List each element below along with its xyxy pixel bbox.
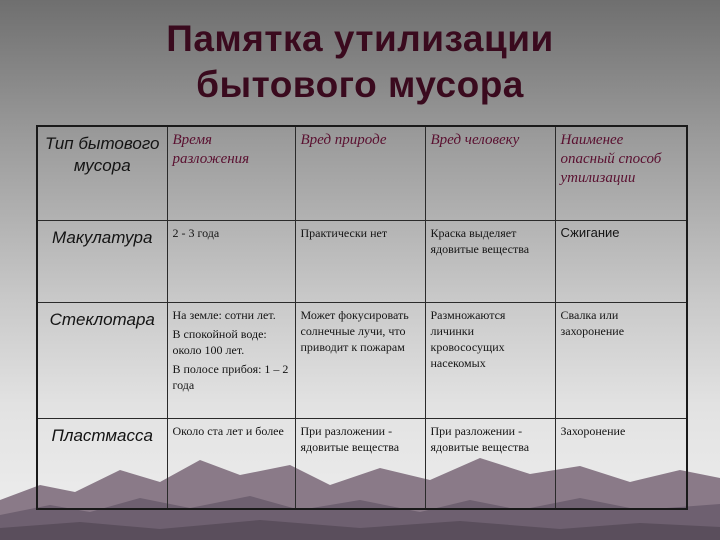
row-type: Пластмасса	[37, 418, 167, 509]
row-type: Макулатура	[37, 220, 167, 302]
table-row	[37, 302, 687, 418]
title-line-1: Памятка утилизации	[166, 18, 554, 59]
row-disposal: Захоронение	[555, 418, 687, 509]
decomposition-line: 2 - 3 года	[172, 225, 220, 240]
row-disposal: Свалка или захоронение	[555, 302, 687, 418]
table-header-row	[37, 126, 687, 220]
table-row	[37, 220, 687, 302]
header-human-harm: Вред человеку	[425, 126, 555, 220]
row-disposal: Сжигание	[555, 220, 687, 302]
row-nature-harm: При разложении - ядовитые вещества	[295, 418, 425, 509]
row-human-harm: При разложении - ядовитые вещества	[425, 418, 555, 509]
row-decomposition	[167, 220, 295, 302]
row-nature-harm: Практически нет	[295, 220, 425, 302]
header-disposal: Наименее опасный способ утилизации	[555, 126, 687, 220]
row-human-harm: Краска выделяет ядовитые вещества	[425, 220, 555, 302]
decomposition-line: В полосе прибоя: 1 – 2 года	[172, 361, 289, 392]
page-title	[120, 16, 600, 108]
row-decomposition	[167, 302, 295, 418]
decomposition-line: Около ста лет и более	[172, 423, 284, 438]
decomposition-line: В спокойной воде: около 100 лет.	[172, 326, 267, 357]
header-nature-harm: Вред природе	[295, 126, 425, 220]
table-row	[37, 418, 687, 509]
row-decomposition	[167, 418, 295, 509]
header-decomposition: Время разложения	[167, 126, 295, 220]
header-type: Тип бытового мусора	[37, 126, 167, 220]
row-type: Стеклотара	[37, 302, 167, 418]
row-nature-harm: Может фокусировать солнечные лучи, что приводит к пожарам	[295, 302, 425, 418]
decomposition-line: На земле: сотни лет.	[172, 307, 276, 322]
row-human-harm: Размножаются личинки кровососущих насекомых	[425, 302, 555, 418]
title-line-2: бытового мусора	[196, 64, 524, 105]
disposal-table	[36, 125, 688, 510]
